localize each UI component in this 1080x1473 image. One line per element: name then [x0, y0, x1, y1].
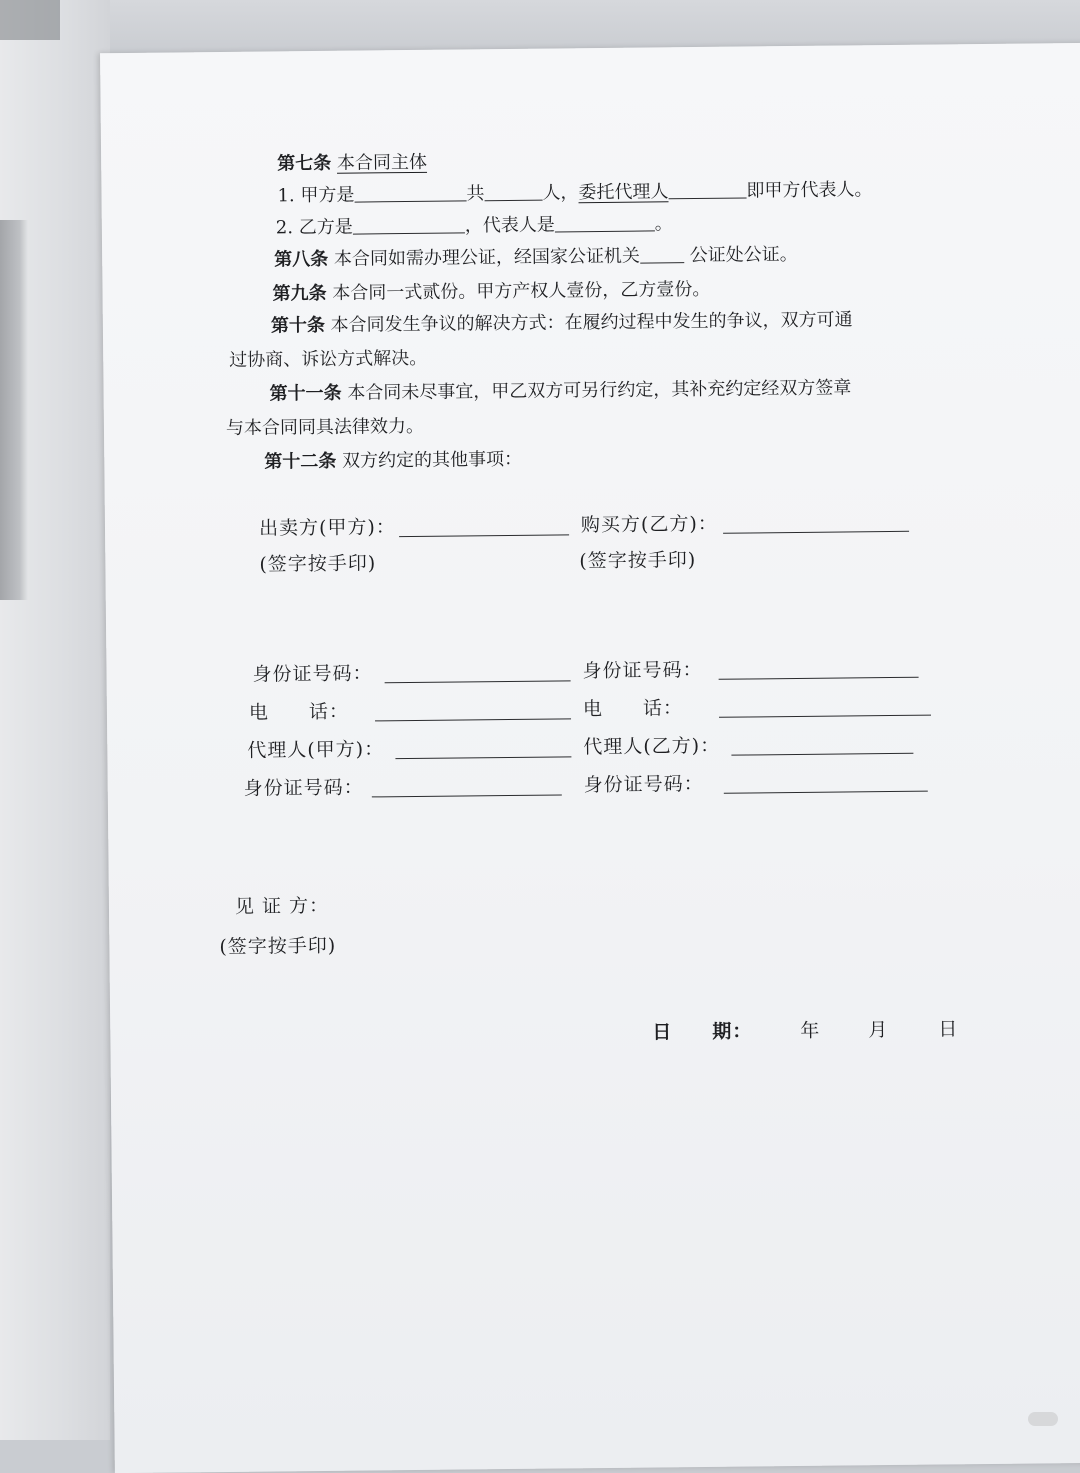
- clause-text: 2. 乙方是: [275, 216, 353, 239]
- agent-a-line[interactable]: [395, 756, 571, 759]
- article-number: 第七条: [277, 152, 332, 175]
- article-7-heading: [277, 151, 428, 175]
- blank-count[interactable]: [484, 199, 542, 202]
- seller-phone-label: 电 话：: [248, 700, 350, 724]
- clause-text: 。: [654, 213, 673, 235]
- clause-text: 本合同未尽事宜，甲乙双方可另行约定，其补充约定经双方签章: [347, 377, 852, 404]
- article-number: 第十二条: [264, 450, 337, 473]
- buyer-id-label: 身份证号码：: [582, 658, 703, 683]
- seller-label: 出卖方(甲方)：: [258, 516, 396, 540]
- article-9: [272, 278, 711, 305]
- seller-sign-note: (签字按手印): [259, 552, 377, 576]
- article-12: [264, 448, 523, 473]
- article-11-cont: [225, 415, 425, 439]
- article-number: 第十条: [270, 314, 325, 337]
- article-10: [271, 311, 853, 335]
- clause-text: 人，: [542, 182, 579, 204]
- article-10-cont: [229, 347, 428, 371]
- clause-text: 委托代理人: [578, 181, 669, 204]
- buyer-label: 购买方(乙方)：: [580, 512, 718, 537]
- blank-notary[interactable]: [640, 261, 684, 263]
- clause-text: 双方约定的其他事项：: [341, 448, 523, 472]
- clause-text: 与本合同同具法律效力。: [225, 415, 425, 439]
- blank-representative[interactable]: [555, 229, 655, 232]
- article-number: 第九条: [272, 282, 327, 305]
- clause-text: 共: [466, 183, 485, 205]
- clause-text: 即甲方代表人。: [746, 179, 873, 202]
- clause-7-2: [276, 215, 673, 237]
- article-title: 本合同主体: [336, 151, 428, 174]
- buyer-signature-line[interactable]: [723, 531, 909, 534]
- article-number: 第十一条: [269, 382, 342, 405]
- clause-text: ，代表人是: [464, 214, 555, 237]
- seller-signature-line[interactable]: [399, 534, 569, 537]
- date-year: 年: [800, 1019, 821, 1042]
- clause-text: 公证处公证。: [689, 243, 798, 267]
- blank-agent[interactable]: [668, 196, 746, 199]
- date-month: 月: [868, 1019, 889, 1042]
- seller-id-line[interactable]: [385, 680, 571, 683]
- agent-b-line[interactable]: [731, 753, 913, 756]
- buyer-phone-label: 电 话：: [582, 697, 684, 721]
- date-day: 日: [938, 1018, 959, 1041]
- seller-phone-line[interactable]: [375, 718, 571, 721]
- clause-7-1: [277, 181, 872, 205]
- clause-text: 本合同发生争议的解决方式：在履约过程中发生的争议，双方可通: [330, 309, 853, 336]
- clause-text: 1. 甲方是: [277, 184, 355, 207]
- article-11: [270, 379, 852, 403]
- agent-b-id-line[interactable]: [724, 791, 928, 794]
- clause-text: 本合同如需办理公证，经国家公证机关: [333, 245, 641, 270]
- agent-b-label: 代理人(乙方)：: [583, 734, 721, 759]
- buyer-id-line[interactable]: [719, 677, 919, 680]
- date-label: 日 期：: [652, 1020, 753, 1044]
- agent-b-id-label: 身份证号码：: [583, 772, 704, 797]
- agent-a-id-label: 身份证号码：: [243, 776, 364, 800]
- seller-id-label: 身份证号码：: [252, 662, 373, 686]
- agent-a-label: 代理人(甲方)：: [247, 738, 385, 762]
- agent-a-id-line[interactable]: [372, 794, 562, 797]
- desk-left-edge: [0, 0, 110, 1440]
- contract-page: [100, 43, 1080, 1473]
- buyer-sign-note: (签字按手印): [579, 549, 697, 573]
- watermark-logo: [1028, 1412, 1058, 1426]
- article-number: 第八条: [274, 248, 329, 271]
- buyer-phone-line[interactable]: [719, 715, 931, 718]
- blank-party-b[interactable]: [353, 231, 465, 234]
- witness-sign-note: (签字按手印): [219, 934, 337, 959]
- witness-label: 见 证 方：: [234, 894, 330, 918]
- article-8: [274, 243, 798, 271]
- clause-text: 过协商、诉讼方式解决。: [229, 347, 428, 371]
- shadow: [0, 220, 28, 600]
- clause-text: 本合同一式贰份。甲方产权人壹份，乙方壹份。: [332, 278, 711, 304]
- blank-party-a[interactable]: [354, 199, 466, 202]
- corner-shadow: [0, 0, 60, 40]
